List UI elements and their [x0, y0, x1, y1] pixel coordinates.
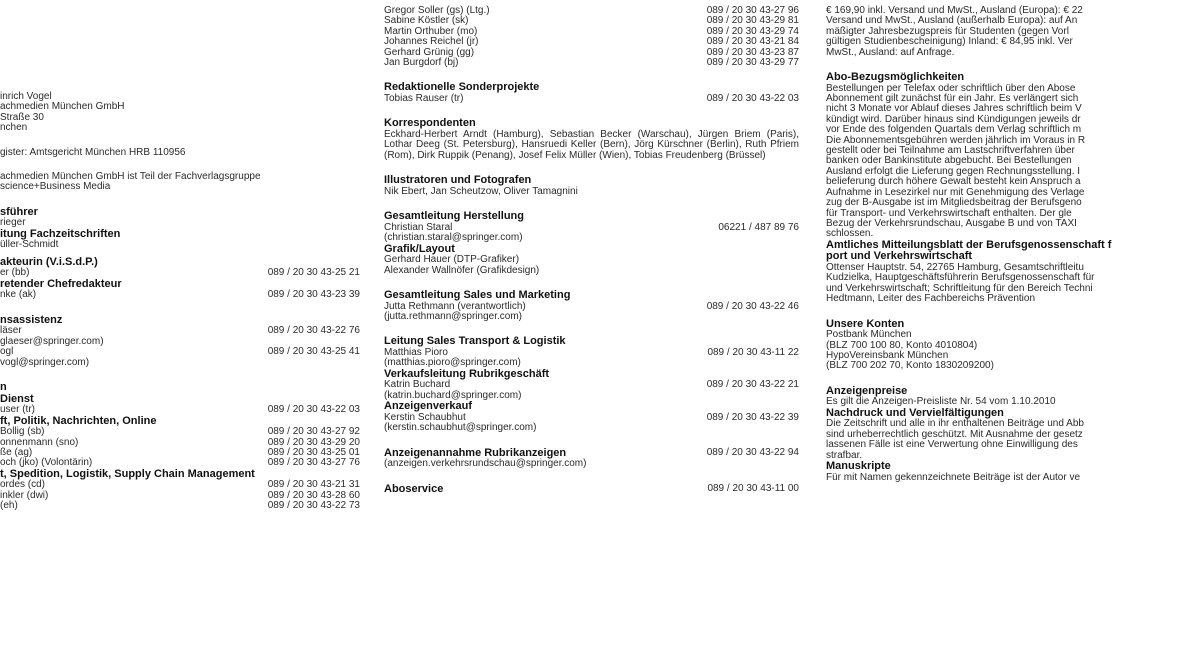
body-line: Hedtmann, Leiter des Fachbereichs Prävention [826, 293, 1036, 305]
contact-name: inkler (dwi) [0, 489, 49, 501]
contact-name: Gregor Soller (gs) (Ltg.) [384, 5, 490, 16]
section-heading: Amtliches Mitteilungsblatt der Berufsgenossenschaft f [826, 238, 1112, 251]
account-line: HypoVereinsbank München [826, 349, 949, 361]
contact-email: glaeser@springer.com) [0, 335, 104, 347]
body-line: zug der B-Ausgabe ist im Mitgliedsbeitrag der Berufsgeno [826, 197, 1082, 209]
illustrators-text: Nik Ebert, Jan Scheutzow, Oliver Tamagnini [384, 185, 578, 197]
section-heading: ft, Politik, Nachrichten, Online [0, 414, 157, 427]
contact-name: Jan Burgdorf (bj) [384, 57, 459, 69]
contact-name: (eh) [0, 500, 18, 512]
contact-phone: 089 / 20 30 43-22 03 [706, 93, 799, 105]
contact-name: Tobias Rauser (tr) [384, 93, 464, 105]
contact-email: (anzeigen.verkehrsrundschau@springer.com) [384, 458, 587, 470]
contact-phone: 089 / 20 30 43-27 76 [267, 457, 360, 469]
section-heading: Aboservice [384, 482, 444, 495]
body-line: Bestellungen per Telefax oder schriftlich über den Abose [826, 82, 1076, 94]
section-heading-row [384, 484, 799, 496]
body-line: Ausland erfolgt die Lieferung gegen Rechnungsstellung. I [826, 165, 1081, 177]
contact-phone: 089 / 20 30 43-27 92 [267, 426, 360, 438]
contact-phone: 089 / 20 30 43-25 41 [267, 346, 360, 358]
body-line: Aufnahme in Lesezirkel nur mit Genehmigung des Verlage [826, 186, 1085, 198]
section-heading: nsassistenz [0, 313, 63, 326]
section-heading: Grafik/Layout [384, 242, 455, 255]
contact-name: Christian Staral [384, 221, 453, 233]
correspondents-text: Eckhard-Herbert Arndt (Hamburg), Sebastian Becker (Warschau), Jürgen Briem (Paris), Lothar Deeg (St. Petersburg), Hansruedi Keller (Bern), Jörg Kürschner (Berlin), Ruth Pfriem (Rom), Dirk Ruppik (Penang), Josef Felix Müller (Wien), Tobias Freudenberg (Brüssel) [384, 129, 799, 161]
price-line: € 169,90 inkl. Versand und MwSt., Ausland (Europa): € 22 [826, 5, 1083, 16]
contact-phone: 089 / 20 30 43-29 81 [706, 15, 799, 27]
contact-name: Bollig (sb) [0, 426, 45, 438]
section-heading: Gesamtleitung Sales und Marketing [384, 289, 571, 302]
section-heading: akteurin (V.i.S.d.P.) [0, 255, 98, 268]
publisher-line: achmedien München GmbH [0, 101, 125, 113]
person-name: Alexander Wallnöfer (Grafikdesign) [384, 264, 540, 276]
contact-phone: 089 / 20 30 43-25 21 [267, 267, 360, 279]
body-line: Bezug der Verkehrsrundschau, Ausgabe B und von TAXI [826, 217, 1077, 229]
price-line: Versand und MwSt., Ausland (außerhalb Europa): auf An [826, 15, 1078, 27]
body-line: Abonnement gilt zunächst für ein Jahr. Es verlängert sich [826, 93, 1079, 105]
contact-name: ße (ag) [0, 447, 33, 459]
body-line: banken oder Bankinstitute abgebucht. Bei Bestellungen [826, 155, 1072, 167]
contact-row [384, 94, 799, 104]
contact-email: vogl@springer.com) [0, 356, 90, 368]
section-heading: Dienst [0, 392, 34, 405]
contact-phone: 089 / 20 30 43-22 94 [706, 446, 799, 458]
contact-phone: 089 / 20 30 43-28 60 [267, 489, 360, 501]
contact-name: onnenmann (sno) [0, 436, 79, 448]
contact-email: (kerstin.schaubhut@springer.com) [384, 422, 537, 434]
column-left [0, 0, 360, 664]
contact-phone: 089 / 20 30 43-22 46 [706, 300, 799, 312]
section-heading: port und Verkehrswirtschaft [826, 250, 973, 263]
contact-email: (jutta.rethmann@springer.com) [384, 311, 522, 323]
contact-phone: 089 / 20 30 43-11 22 [707, 347, 799, 359]
body-line: Für mit Namen gekennzeichnete Beiträge ist der Autor ve [826, 471, 1081, 483]
contact-name: nke (ak) [0, 289, 37, 301]
person-name: rieger [0, 217, 26, 229]
contact-email: (katrin.buchard@springer.com) [384, 389, 522, 401]
column-right [826, 0, 1180, 664]
contact-phone: 06221 / 487 89 76 [718, 221, 799, 233]
body-line: lassenen Fälle ist eine Verwertung ohne Einwilligung des [826, 439, 1078, 451]
contact-phone: 089 / 20 30 43-11 00 [707, 482, 799, 494]
body-line: Ottenser Hauptstr. 54, 22765 Hamburg, Gesamtschriftleitu [826, 261, 1084, 273]
contact-phone: 089 / 20 30 43-29 20 [267, 436, 360, 448]
contact-name: Jutta Rethmann (verantwortlich) [384, 300, 526, 312]
contact-row [384, 58, 799, 68]
body-line: Kudzielka, Hauptgeschäftsführerin Berufsgenossenschaft für [826, 272, 1095, 284]
section-heading: retender Chefredakteur [0, 277, 122, 290]
contact-name: ordes (cd) [0, 479, 46, 491]
body-line: vor Ende des folgenden Quartals dem Verlag schriftlich m [826, 124, 1082, 136]
contact-row [0, 358, 360, 368]
body-line: für Transport- und Verkehrswirtschaft enthalten. Der gle [826, 207, 1072, 219]
column-middle [384, 0, 799, 664]
section-heading: Unsere Konten [826, 317, 905, 330]
section-heading: Nachdruck und Vervielfältigungen [826, 406, 1004, 419]
price-line: MwSt., Ausland: auf Anfrage. [826, 46, 955, 58]
body-line: Es gilt die Anzeigen-Preisliste Nr. 54 vom 1.10.2010 [826, 396, 1056, 408]
contact-row [0, 290, 360, 300]
body-line: strafbar. [826, 449, 863, 461]
contact-phone: 089 / 20 30 43-21 84 [706, 36, 799, 48]
group-line: science+Business Media [0, 181, 111, 193]
body-line: gestellt oder bei Teilnahme am Lastschriftverfahren über [826, 145, 1075, 157]
contact-name: Gerhard Grünig (gg) [384, 46, 475, 58]
body-line: kündigt wird. Darüber hinaus sind Kündigungen jeweils dr [826, 113, 1081, 125]
publisher-line: inrich Vogel [0, 91, 52, 102]
contact-phone: 089 / 20 30 43-29 74 [706, 25, 799, 37]
contact-phone: 089 / 20 30 43-21 31 [267, 479, 360, 491]
publisher-line: nchen [0, 122, 28, 134]
person-name: üller-Schmidt [0, 239, 59, 251]
contact-name: Matthias Pioro [384, 347, 448, 359]
contact-phone: 089 / 20 30 43-22 39 [706, 411, 799, 423]
section-heading: itung Fachzeitschriften [0, 227, 121, 240]
contact-phone: 089 / 20 30 43-23 39 [267, 289, 360, 301]
account-line: (BLZ 700 100 80, Konto 4010804) [826, 339, 978, 351]
contact-name: Johannes Reichel (jr) [384, 36, 479, 48]
price-line: gültigen Studienbescheinigung) Inland: € 84,95 inkl. Ver [826, 36, 1073, 48]
section-heading: Anzeigenannahme Rubrikanzeigen [384, 446, 567, 459]
section-heading: n [0, 381, 7, 394]
section-heading: Abo-Bezugsmöglichkeiten [826, 71, 965, 84]
body-line: Die Abonnementsgebühren werden jährlich im Voraus in R [826, 134, 1086, 146]
contact-row [0, 501, 360, 511]
account-line: Postbank München [826, 329, 912, 341]
contact-name: läser [0, 325, 22, 337]
contact-name: Katrin Buchard [384, 379, 451, 391]
body-line: Die Zeitschrift und alle in ihr enthaltenen Beiträge und Abb [826, 418, 1084, 430]
contact-phone: 089 / 20 30 43-22 03 [267, 404, 360, 416]
body-line: sind urheberrechtlich geschützt. Mit Ausnahme der gesetz [826, 428, 1083, 440]
contact-email: (christian.staral@springer.com) [384, 232, 523, 244]
account-line: (BLZ 700 202 70, Konto 1830209200) [826, 360, 994, 372]
contact-name: user (tr) [0, 404, 35, 416]
section-heading: Gesamtleitung Herstellung [384, 210, 524, 223]
contact-name: er (bb) [0, 267, 30, 279]
section-heading: Anzeigenpreise [826, 384, 908, 397]
contact-phone: 089 / 20 30 43-23 87 [706, 46, 799, 58]
section-heading: Verkaufsleitung Rubrikgeschäft [384, 367, 550, 380]
contact-name: Kerstin Schaubhut [384, 411, 466, 423]
body-line: schlossen. [826, 228, 874, 240]
section-heading: sführer [0, 205, 38, 218]
section-heading: Leitung Sales Transport & Logistik [384, 335, 566, 348]
body-line: belieferung durch höhere Gewalt besteht kein Anspruch a [826, 176, 1081, 188]
contact-email: (matthias.pioro@springer.com) [384, 357, 521, 369]
contact-name: ogl [0, 346, 14, 358]
group-line: achmedien München GmbH ist Teil der Fachverlagsgruppe [0, 171, 261, 183]
contact-phone: 089 / 20 30 43-29 77 [706, 57, 799, 69]
register-line: gister: Amtsgericht München HRB 110956 [0, 146, 186, 158]
contact-phone: 089 / 20 30 43-22 21 [706, 379, 799, 391]
contact-phone: 089 / 20 30 43-22 76 [267, 325, 360, 337]
publisher-line: Straße 30 [0, 111, 44, 123]
contact-phone: 089 / 20 30 43-25 01 [267, 447, 360, 459]
person-name: Gerhard Hauer (DTP-Grafiker) [384, 254, 520, 266]
section-heading: Anzeigenverkauf [384, 400, 473, 413]
contact-name: och (jko) (Volontärin) [0, 457, 93, 469]
contact-phone: 089 / 20 30 43-27 96 [706, 5, 799, 16]
body-line: nicht 3 Monate vor Ablauf dieses Jahres schriftlich beim V [826, 103, 1082, 115]
section-heading: Korrespondenten [384, 117, 476, 130]
body-line: und Verkehrswirtschaft; Schriftleitung für den Bereich Techni [826, 282, 1093, 294]
section-heading: Illustratoren und Fotografen [384, 174, 532, 187]
section-heading: Redaktionelle Sonderprojekte [384, 81, 540, 94]
price-line: mäßigter Jahresbezugspreis für Studenten (gegen Vorl [826, 25, 1069, 37]
section-heading: Manuskripte [826, 459, 891, 472]
contact-name: Sabine Köstler (sk) [384, 15, 469, 27]
contact-name: Martin Orthuber (mo) [384, 25, 478, 37]
section-heading: t, Spedition, Logistik, Supply Chain Management [0, 467, 255, 480]
contact-phone: 089 / 20 30 43-22 73 [267, 500, 360, 512]
